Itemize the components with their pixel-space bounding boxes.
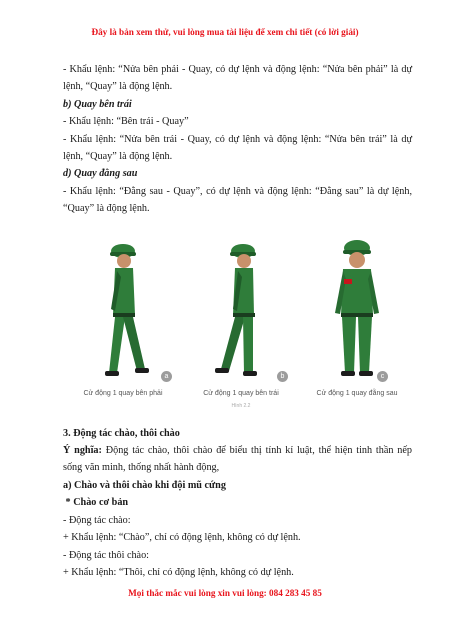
soldier-side-a-image	[65, 235, 181, 385]
section-a-line: - Khẩu lệnh: “Nửa bên phải - Quay, có dự lệnh và động lệnh: “Nửa bên phải” là dự lệnh, “Quay” là động lệnh.	[63, 64, 412, 93]
section-b-line2: - Khẩu lệnh: “Nửa bên trái - Quay, có dự lệnh và động lệnh: “Nửa bên trái” là dự lệnh, “Quay” là động lệnh.	[63, 133, 412, 163]
section-3-line4: + Khẩu lệnh: “Thôi, chỉ có động lệnh, không có dự lệnh.	[63, 566, 294, 578]
figure-b-subcaption: Hình 2.2	[231, 402, 251, 409]
soldier-side-b-image	[183, 235, 299, 385]
figure-c	[299, 235, 415, 421]
soldier-front-image	[299, 235, 415, 385]
section-b-line1: - Khẩu lệnh: “Bên trái - Quay”	[63, 116, 189, 128]
soldier-figures	[63, 235, 412, 421]
section-3-line1: - Động tác chào:	[63, 514, 131, 526]
figure-b-badge: b	[277, 371, 288, 382]
section-3-line2: + Khẩu lệnh: “Chào”, chỉ có động lệnh, không có dự lệnh.	[63, 532, 301, 544]
section-d-heading: d) Quay đằng sau	[63, 168, 138, 180]
section-3-meaning	[63, 442, 412, 477]
contact-notice: Mọi thắc mắc vui lòng xin vui lòng: 084 283 45 85	[128, 588, 322, 598]
section-3a-heading: a) Chào và thôi chào khi đội mũ cứng	[63, 479, 226, 491]
section-3-line3: - Động tác thôi chào:	[63, 549, 150, 561]
preview-notice: Đây là bản xem thử, vui lòng mua tài liệu để xem chi tiết (có lời giải)	[91, 27, 359, 37]
figure-c-badge: c	[377, 371, 388, 382]
figure-b	[183, 235, 299, 421]
section-3-heading: 3. Động tác chào, thôi chào	[63, 427, 180, 439]
section-b-heading: b) Quay bên trái	[63, 98, 132, 110]
figure-a	[65, 235, 181, 421]
basic-salute-heading: * Chào cơ bản	[63, 497, 129, 509]
figure-a-badge: a	[161, 371, 172, 382]
figure-c-caption: Cử động 1 quay đằng sau	[316, 389, 398, 397]
meaning-text: Động tác chào, thôi chào để biểu thị tính kỉ luật, thể hiện tinh thần nếp sống văn minh, thống nhất hành động,	[63, 445, 412, 474]
figure-a-caption: Cử động 1 quay bên phải	[83, 389, 163, 397]
meaning-label: Ý nghĩa:	[63, 445, 102, 457]
section-d-line1: - Khẩu lệnh: “Đằng sau - Quay”, có dự lệnh và động lệnh: “Đằng sau” là dự lệnh, “Quay” là động lệnh.	[63, 185, 412, 215]
document-body	[63, 61, 412, 581]
figure-b-caption: Cử động 1 quay bên trái	[203, 389, 279, 397]
